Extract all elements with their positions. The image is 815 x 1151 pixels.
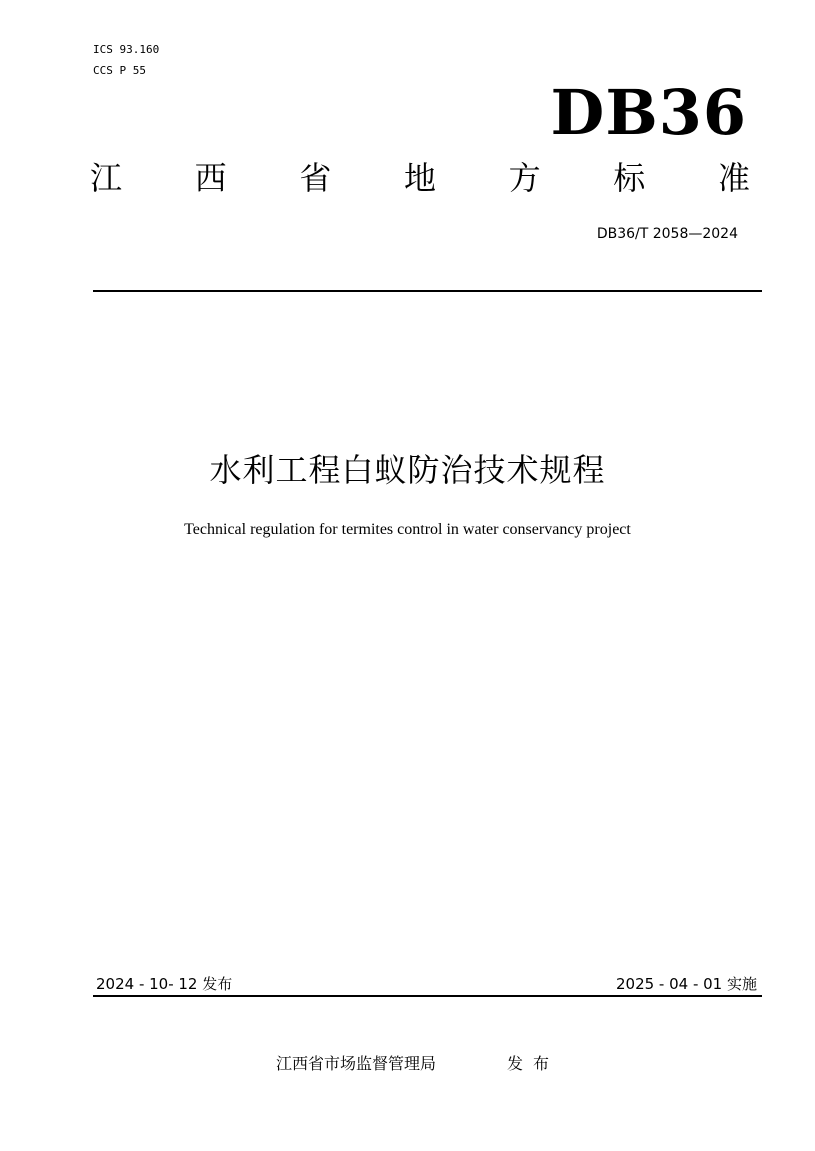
db-logo: DB36	[550, 76, 747, 149]
standard-type-char: 地	[403, 159, 436, 197]
standard-number: DB36/T 2058—2024	[596, 226, 738, 242]
standard-type-char: 省	[299, 159, 332, 197]
standard-type-char: 方	[508, 159, 541, 197]
standard-type-char: 江	[90, 159, 123, 197]
bottom-divider	[93, 995, 762, 997]
standard-type	[90, 158, 750, 198]
top-divider	[93, 290, 762, 292]
ccs-code: CCS P 55	[93, 64, 146, 77]
ics-code: ICS 93.160	[93, 43, 160, 56]
issuer-name: 江西省市场监督管理局	[276, 1054, 437, 1073]
issuer-action: 发布	[507, 1054, 560, 1073]
title-english: Technical regulation for termites control in water conservancy project	[184, 521, 631, 538]
standard-type-char: 西	[194, 159, 227, 197]
standard-type-char: 标	[613, 159, 646, 197]
issue-date: 2024 - 10- 12 发布	[96, 975, 233, 993]
implementation-date: 2025 - 04 - 01 实施	[615, 975, 757, 993]
title-chinese: 水利工程白蚁防治技术规程	[209, 451, 606, 489]
standard-type-char: 准	[717, 159, 750, 197]
